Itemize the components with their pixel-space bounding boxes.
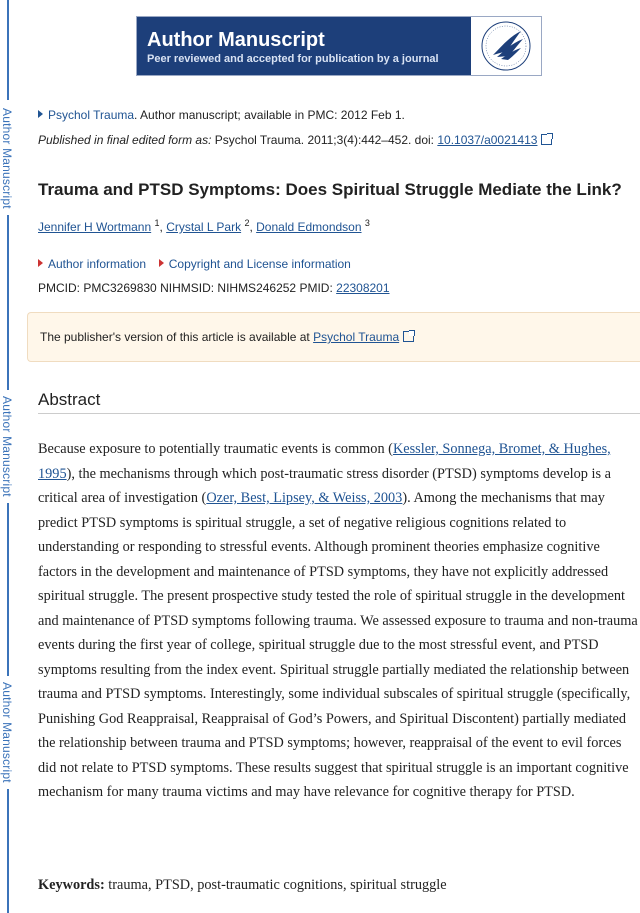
pmid-label: PMID: [299, 281, 333, 295]
journal-availability: . Author manuscript; available in PMC: 2012 Feb 1. [134, 108, 405, 122]
author-manuscript-rail [0, 0, 16, 913]
author-link[interactable]: Crystal L Park [166, 220, 242, 234]
citation-link[interactable]: Ozer, Best, Lipsey, & Weiss, 2003 [206, 490, 403, 506]
abstract-text: ). Among the mechanisms that may predict PTSD symptoms is spiritual struggle, a set of negative religious cognitions related to understanding or responding to stressful events. Although prominent theories emphasize cognitive factors in the development and maintenance of PTSD symptoms, they have not explicitly addressed spiritual struggle. The present prospective study tested the role of spiritual struggle in the development and maintenance of PTSD symptoms following trauma. We assessed exposure to trauma and non-trauma events during the first year of college, spiritual struggle due to the most stressful event, and PTSD symptoms resulting from the index event. Spiritual struggle partially mediated the relationship between trauma and PTSD symptoms. Interestingly, some individual subscales of spiritual struggle (specifically, Punishing God Reappraisal, Reappraisal of God’s Powers, and Spiritual Discontent) partially mediated the relationship between trauma and PTSD symptoms; however, reappraisal of the event to evil forces did not relate to PTSD symptoms. These results suggest that spiritual struggle is an important cognitive mechanism for many trauma victims and may have relevance for cognitive therapy for PTSD. [38, 490, 638, 800]
abstract-body [38, 437, 640, 805]
article-ids [38, 281, 390, 295]
publisher-version-notice [27, 312, 640, 362]
author-link[interactable]: Donald Edmondson [256, 220, 362, 234]
rail-label: Author Manuscript [0, 108, 14, 209]
hhs-eagle-logo-icon [471, 17, 541, 75]
rail-line [7, 789, 9, 913]
abstract-heading: Abstract [38, 390, 101, 409]
expand-triangle-icon [159, 259, 164, 267]
expand-triangle-icon [38, 110, 43, 118]
author-affiliation-sup[interactable]: 1 [154, 218, 160, 228]
journal-link[interactable]: Psychol Trauma [48, 108, 135, 122]
notice-text-line [40, 330, 414, 344]
doi-link[interactable]: 10.1037/a0021413 [437, 133, 538, 147]
article-title: Trauma and PTSD Symptoms: Does Spiritual Struggle Mediate the Link? [38, 180, 622, 199]
final-form-line [38, 133, 552, 147]
info-links [38, 257, 351, 271]
final-form-prefix: Published in final edited form as: [38, 133, 212, 147]
external-link-icon [403, 331, 414, 342]
rail-line [7, 215, 9, 390]
author-information-toggle[interactable]: Author information [48, 257, 147, 271]
abstract-text: ), the mechanisms through which post-traumatic stress disorder (PTSD) symptoms develop is a critical area of investigation ( [38, 465, 611, 506]
author-affiliation-sup[interactable]: 3 [364, 218, 370, 228]
publisher-link[interactable]: Psychol Trauma [313, 330, 400, 344]
keywords-line [38, 877, 447, 894]
citation-link[interactable]: Kessler, Sonnega, Bromet, & Hughes, 1995 [38, 441, 611, 482]
citation-text: Psychol Trauma. 2011;3(4):442–452. doi: [211, 133, 438, 147]
pmid-link[interactable]: 22308201 [336, 281, 390, 295]
journal-line [38, 108, 405, 122]
expand-triangle-icon [38, 259, 43, 267]
keywords-label: Keywords: [38, 877, 105, 893]
banner-title: Author Manuscript [147, 29, 325, 51]
banner-subtitle: Peer reviewed and accepted for publication by a journal [147, 53, 439, 65]
copyright-license-toggle[interactable]: Copyright and License information [168, 257, 351, 271]
author-affiliation-sup[interactable]: 2 [244, 218, 250, 228]
abstract-divider [38, 413, 640, 414]
rail-line [7, 0, 9, 100]
abstract-paragraph [38, 437, 640, 805]
notice-text: The publisher's version of this article is available at [40, 330, 314, 344]
keywords-list: trauma, PTSD, post-traumatic cognitions, spiritual struggle [104, 877, 447, 893]
author-list: Jennifer H Wortmann $^1$, Crystal L Park $^2$, Donald Edmondson $^3$ [38, 218, 370, 234]
pmcid: PMCID: PMC3269830 [38, 281, 157, 295]
author-link[interactable]: Jennifer H Wortmann [38, 220, 152, 234]
author-manuscript-banner [136, 16, 542, 76]
abstract-text: Because exposure to potentially traumatic events is common ( [38, 441, 393, 457]
nihmsid: NIHMSID: NIHMS246252 [160, 281, 297, 295]
external-link-icon [541, 134, 552, 145]
rail-label: Author Manuscript [0, 682, 14, 783]
rail-label: Author Manuscript [0, 396, 14, 497]
rail-line [7, 503, 9, 676]
